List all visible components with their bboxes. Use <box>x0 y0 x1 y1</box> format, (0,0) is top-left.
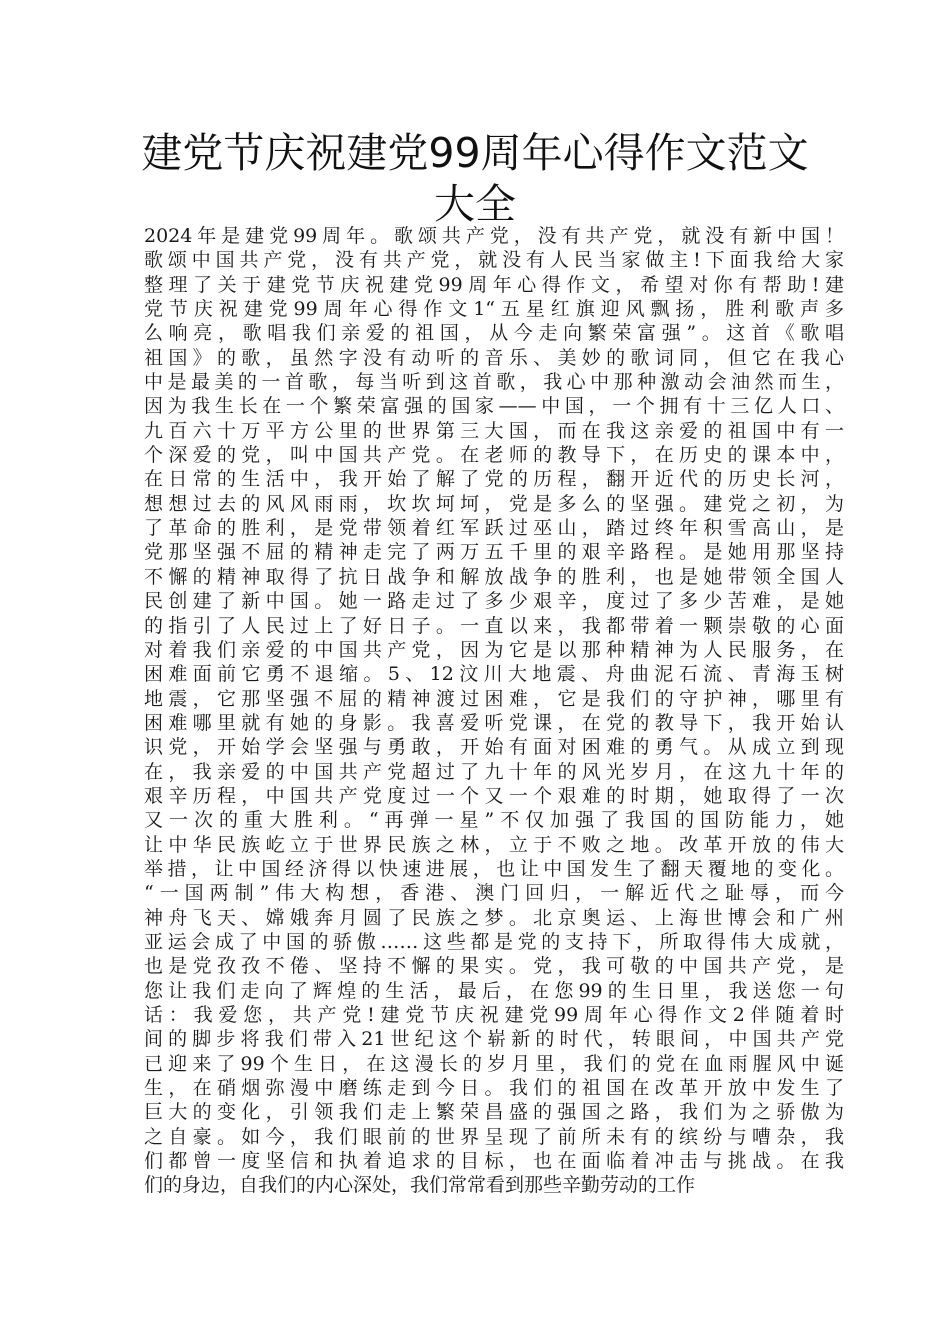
document-body <box>144 224 844 1198</box>
body-line: 神舟飞天、嫦娥奔月圆了民族之梦。北京奥运、上海世博会和广州 <box>144 906 844 929</box>
body-line: 么响亮，歌唱我们亲爱的祖国，从今走向繁荣富强”。这首《歌唱 <box>144 322 844 345</box>
body-line: 困难哪里就有她的身影。我喜爱听党课，在党的教导下，我开始认 <box>144 711 844 734</box>
body-line: 党那坚强不屈的精神走完了两万五千里的艰辛路程。是她用那坚持 <box>144 541 844 564</box>
body-line: 祖国》的歌，虽然字没有动听的音乐、美妙的歌词同，但它在我心 <box>144 346 844 369</box>
body-line: 也是党孜孜不倦、坚持不懈的果实。党，我可敬的中国共产党，是 <box>144 955 844 978</box>
body-line: 党节庆祝建党99周年心得作文1“五星红旗迎风飘扬，胜利歌声多 <box>144 298 844 321</box>
body-line: 民创建了新中国。她一路走过了多少艰辛，度过了多少苦难，是她 <box>144 590 844 613</box>
body-line: 识党，开始学会坚强与勇敢，开始有面对困难的勇气。从成立到现 <box>144 736 844 759</box>
body-line: 个深爱的党，叫中国共产党。在老师的教导下，在历史的课本中， <box>144 444 844 467</box>
body-line: 举措，让中国经济得以快速进展，也让中国发生了翻天覆地的变化。 <box>144 857 844 880</box>
body-line: 们都曾一度坚信和执着追求的目标，也在面临着冲击与挑战。在我 <box>144 1150 844 1173</box>
body-line: 艰辛历程，中国共产党度过一个又一个艰难的时期，她取得了一次 <box>144 784 844 807</box>
body-line: 话：我爱您，共产党!建党节庆祝建党99周年心得作文2伴随着时 <box>144 1004 844 1026</box>
body-line: 对着我们亲爱的中国共产党，因为它是以那种精神为人民服务，在 <box>144 638 844 661</box>
document-title <box>130 128 820 230</box>
body-line: 歌颂中国共产党，没有共产党，就没有人民当家做主!下面我给大家 <box>144 249 844 272</box>
body-line: 想想过去的风风雨雨，坎坎坷坷，党是多么的坚强。建党之初，为 <box>144 492 844 515</box>
body-line: 生，在硝烟弥漫中磨练走到今日。我们的祖国在改革开放中发生了 <box>144 1077 844 1100</box>
title-line: 大全 <box>434 180 516 228</box>
body-line: 又一次的重大胜利。“再弹一星”不仅加强了我国的国防能力，她 <box>144 809 844 832</box>
body-line: 让中华民族屹立于世界民族之林，立于不败之地。改革开放的伟大 <box>144 833 844 856</box>
body-line: 地震，它那坚强不屈的精神渡过困难，它是我们的守护神，哪里有 <box>144 687 844 710</box>
body-line: 在，我亲爱的中国共产党超过了九十年的风光岁月，在这九十年的 <box>144 760 844 783</box>
body-line: 因为我生长在一个繁荣富强的国家——中国，一个拥有十三亿人口、 <box>144 395 844 418</box>
body-line: 已迎来了99个生日，在这漫长的岁月里，我们的党在血雨腥风中诞 <box>144 1052 844 1075</box>
body-line: 不懈的精神取得了抗日战争和解放战争的胜利，也是她带领全国人 <box>144 565 844 588</box>
body-line: 在日常的生活中，我开始了解了党的历程，翻开近代的历史长河， <box>144 468 844 491</box>
body-line: 困难面前它勇不退缩。5、12汶川大地震、舟曲泥石流、青海玉树 <box>144 663 844 686</box>
body-line: 您让我们走向了辉煌的生活，最后，在您99的生日里，我送您一句 <box>144 979 844 1002</box>
body-line: 的指引了人民过上了好日子。一直以来，我都带着一颗崇敬的心面 <box>144 614 844 637</box>
body-line: 九百六十万平方公里的世界第三大国，而在我这亲爱的祖国中有一 <box>144 419 844 442</box>
body-line: 们的身边，自我们的内心深处，我们常常看到那些辛勤劳动的工作 <box>144 1174 696 1197</box>
body-line: 中是最美的一首歌，每当听到这首歌，我心中那种激动会油然而生， <box>144 371 844 394</box>
body-line: 之自豪。如今，我们眼前的世界呈现了前所未有的缤纷与嘈杂，我 <box>144 1125 844 1148</box>
body-line: “一国两制”伟大构想，香港、澳门回归，一解近代之耻辱，而今 <box>144 882 844 905</box>
body-line: 整理了关于建党节庆祝建党99周年心得作文，希望对你有帮助!建 <box>144 273 844 296</box>
body-line: 2024年是建党99周年。歌颂共产党，没有共产党，就没有新中国！ <box>144 225 844 247</box>
body-line: 间的脚步将我们带入21世纪这个崭新的时代，转眼间，中国共产党 <box>144 1028 844 1051</box>
body-line: 巨大的变化，引领我们走上繁荣昌盛的强国之路，我们为之骄傲为 <box>144 1101 844 1124</box>
title-line: 建党节庆祝建党99周年心得作文范文 <box>141 129 809 177</box>
body-line: 了革命的胜利，是党带领着红军跃过巫山，踏过终年积雪高山，是 <box>144 517 844 540</box>
body-line: 亚运会成了中国的骄傲……这些都是党的支持下，所取得伟大成就， <box>144 930 844 953</box>
